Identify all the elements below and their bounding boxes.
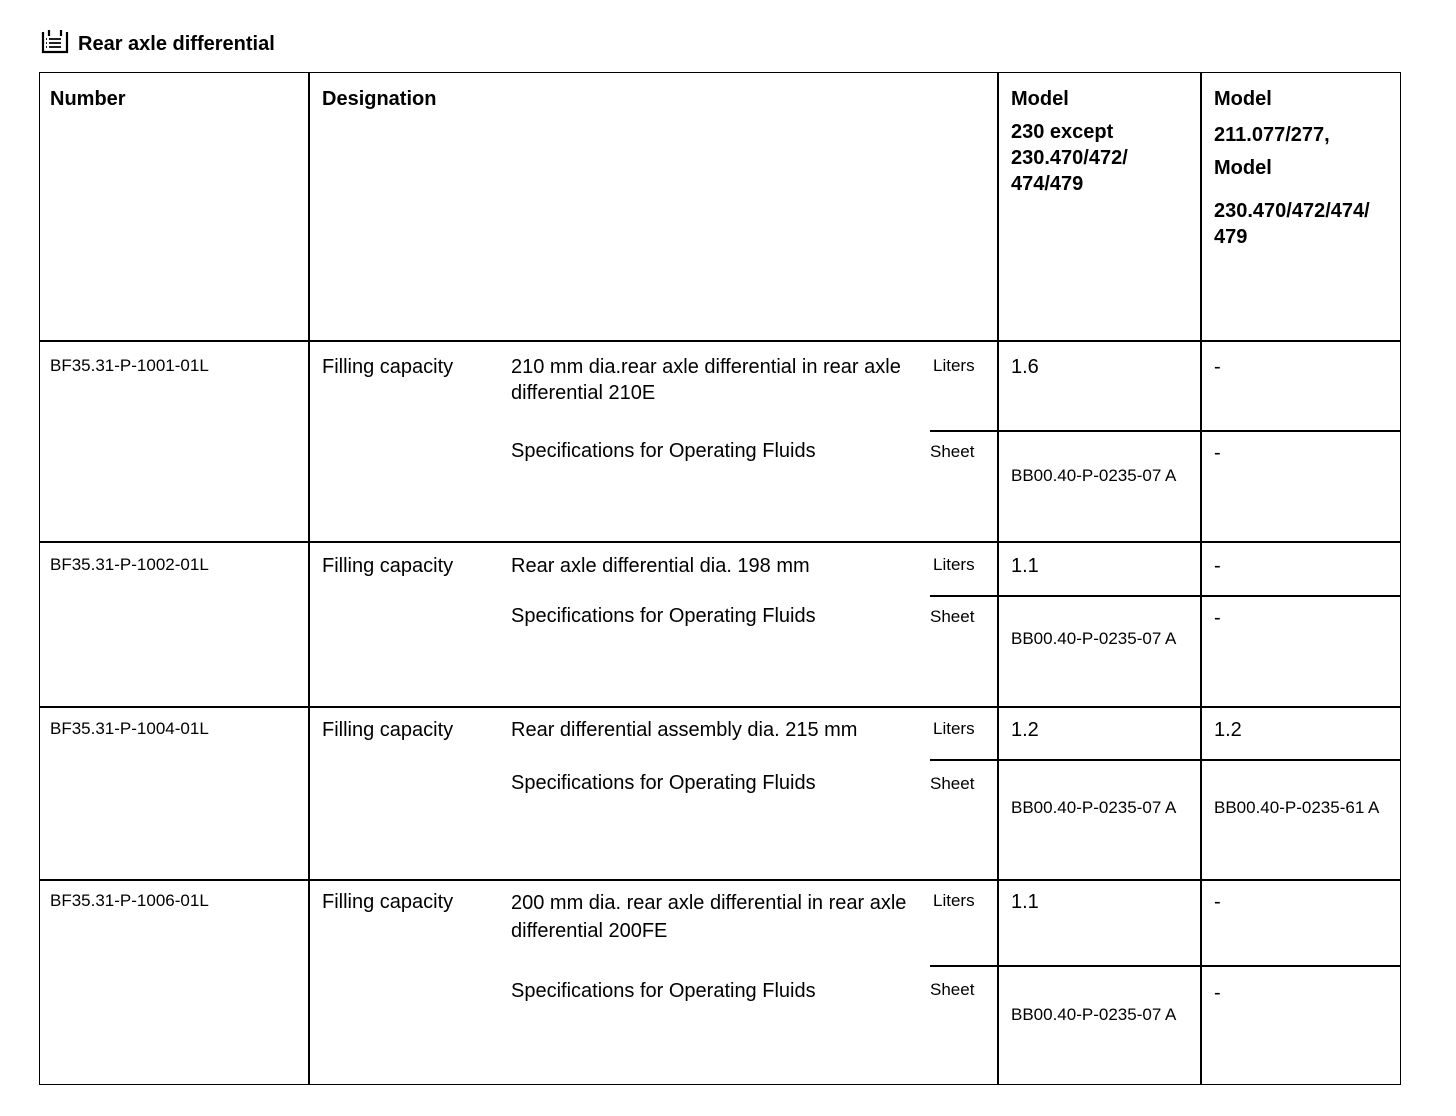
- item-description: Specifications for Operating Fluids: [511, 772, 816, 794]
- row-number: BF35.31-P-1006-01L: [50, 891, 209, 910]
- row-divider: [40, 340, 1400, 342]
- model-2-value: -: [1214, 891, 1221, 913]
- model-2-value: -: [1214, 982, 1221, 1004]
- header-model-2-value-2: 230.470/472/474/ 479: [1214, 200, 1370, 248]
- model-2-value: 1.2: [1214, 719, 1242, 741]
- item-unit: Liters: [933, 356, 975, 375]
- row-number: BF35.31-P-1004-01L: [50, 719, 209, 738]
- model-2-value: -: [1214, 356, 1221, 378]
- item-description: 210 mm dia.rear axle differential in rear axle differential 210E: [511, 356, 901, 404]
- row-designation: Filling capacity: [322, 356, 454, 378]
- model-1-value: BB00.40-P-0235-07 A: [1011, 629, 1177, 648]
- model-2-value: -: [1214, 607, 1221, 629]
- sub-row-divider: [930, 759, 1400, 761]
- row-designation: Filling capacity: [322, 891, 454, 913]
- header-designation: Designation: [322, 88, 437, 110]
- model-1-value: BB00.40-P-0235-07 A: [1011, 1005, 1177, 1024]
- row-designation: Filling capacity: [322, 719, 454, 741]
- item-unit: Liters: [933, 555, 975, 574]
- model-1-value: 1.1: [1011, 555, 1039, 577]
- header-number: Number: [50, 88, 126, 110]
- item-unit: Sheet: [930, 774, 975, 793]
- item-description: Rear axle differential dia. 198 mm: [511, 555, 810, 577]
- row-designation: Filling capacity: [322, 555, 454, 577]
- row-divider: [40, 879, 1400, 881]
- item-description: Specifications for Operating Fluids: [511, 605, 816, 627]
- row-number: BF35.31-P-1002-01L: [50, 555, 209, 574]
- filling-capacity-table: [39, 72, 1401, 1085]
- model-1-value: BB00.40-P-0235-07 A: [1011, 798, 1177, 817]
- page-title: Rear axle differential: [78, 32, 275, 55]
- row-number: BF35.31-P-1001-01L: [50, 356, 209, 375]
- sub-row-divider: [930, 430, 1400, 432]
- item-description: Specifications for Operating Fluids: [511, 440, 816, 462]
- sub-row-divider: [930, 595, 1400, 597]
- item-unit: Liters: [933, 891, 975, 910]
- model-1-value: 1.1: [1011, 891, 1039, 913]
- model-2-value: -: [1214, 555, 1221, 577]
- row-divider: [40, 541, 1400, 543]
- column-divider: [308, 73, 310, 1084]
- column-divider: [1200, 73, 1202, 1084]
- section-title-bar: [40, 26, 275, 56]
- header-model-1-value: 230 except 230.470/472/ 474/479: [1011, 121, 1128, 195]
- item-unit: Sheet: [930, 980, 975, 999]
- item-description: 200 mm dia. rear axle differential in rear axle differential 200FE: [511, 892, 907, 942]
- header-model-1-label: Model: [1011, 88, 1069, 110]
- item-description: Specifications for Operating Fluids: [511, 980, 816, 1002]
- model-2-value: BB00.40-P-0235-61 A: [1214, 798, 1380, 817]
- document-list-icon: [40, 28, 70, 54]
- row-divider: [40, 706, 1400, 708]
- column-divider: [997, 73, 999, 1084]
- item-unit: Sheet: [930, 442, 975, 461]
- item-description: Rear differential assembly dia. 215 mm: [511, 719, 858, 741]
- sub-row-divider: [930, 965, 1400, 967]
- header-model-2-value-1: 211.077/277, Model: [1214, 124, 1330, 179]
- item-unit: Liters: [933, 719, 975, 738]
- model-1-value: 1.2: [1011, 719, 1039, 741]
- header-model-2-label: Model: [1214, 88, 1272, 110]
- model-1-value: BB00.40-P-0235-07 A: [1011, 466, 1177, 485]
- item-unit: Sheet: [930, 607, 975, 626]
- model-1-value: 1.6: [1011, 356, 1039, 378]
- model-2-value: -: [1214, 442, 1221, 464]
